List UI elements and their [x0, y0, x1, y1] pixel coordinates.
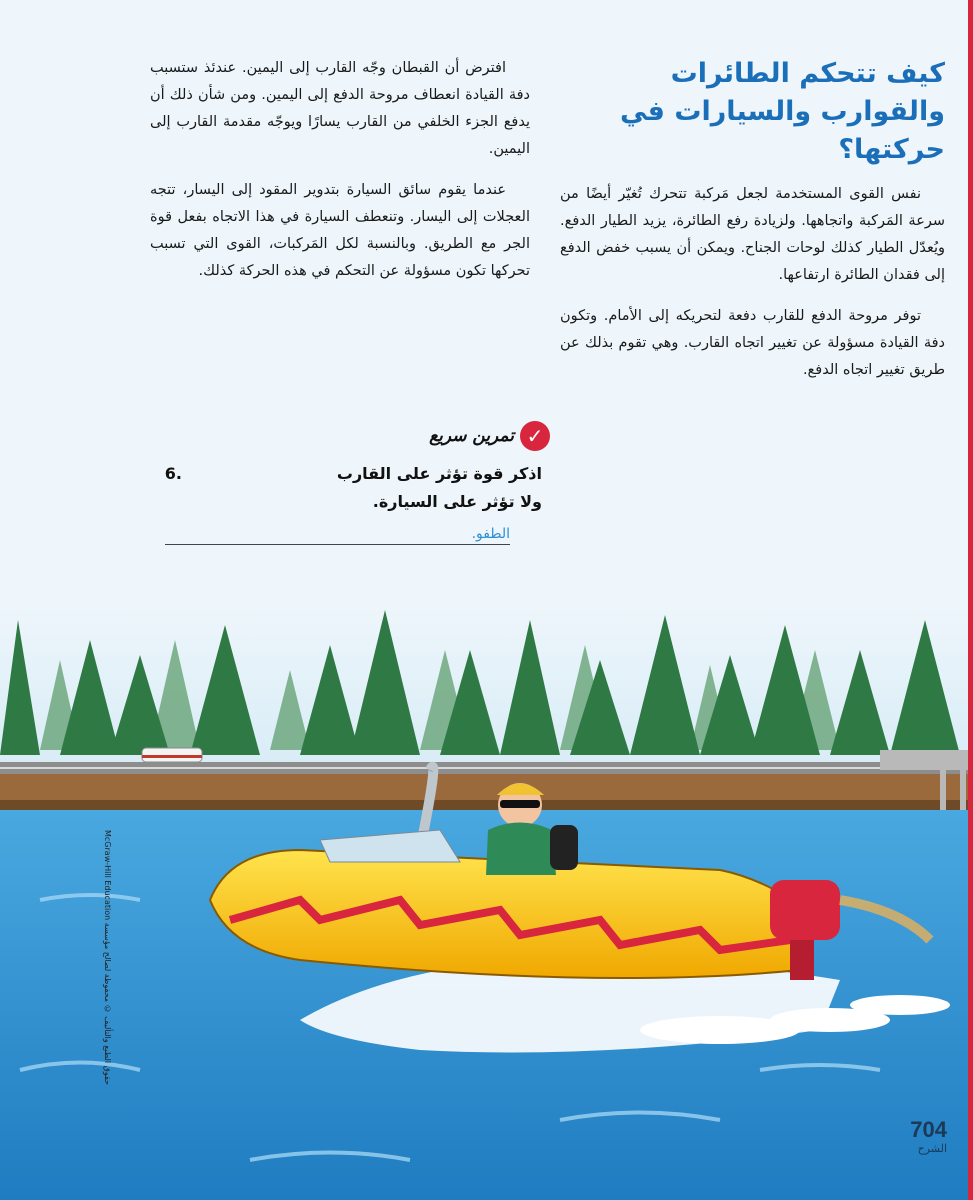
answer-line — [165, 544, 510, 545]
exercise-header — [150, 420, 550, 452]
paragraph-car: عندما يقوم سائق السيارة بتدوير المقود إلى اليسار، تتجه العجلات إلى اليسار. وتنعطف السيارة في هذا الاتجاه بفعل قوة الجر مع الطريق. وبالنسبة لكل المَركبات، القوى التي تسبب تحركها تكون مسؤولة عن التحكم في هذه الحركة كذلك. — [150, 182, 530, 279]
left-column — [150, 55, 530, 299]
speedboat-illustration — [0, 600, 973, 1200]
section-heading: كيف تتحكم الطائرات والقوارب والسيارات في حركتها؟ — [619, 58, 945, 165]
exercise-title: تمرين سريع — [429, 426, 514, 446]
page-section-label: الشرح — [917, 1143, 947, 1155]
question-line-2: ولا تؤثر على السيارة. — [372, 492, 542, 511]
right-column — [560, 55, 945, 398]
answer-text: الطفو. — [471, 526, 510, 542]
copyright-label: McGraw-Hill Education حقوق الطبع والتأليف © محفوظة لصالح مؤسسة — [103, 830, 112, 1085]
question-number: 6. — [164, 464, 182, 483]
question-line-1: اذكر قوة تؤثر على القارب — [336, 464, 542, 483]
page-number-block — [910, 1118, 947, 1155]
distant-car — [142, 748, 202, 762]
quick-exercise — [150, 420, 550, 545]
paragraph-captain: افترض أن القبطان وجّه القارب إلى اليمين. عندئذ ستسبب دفة القيادة انعطاف مروحة الدفع إلى اليمين. ومن شأن ذلك أن يدفع الجزء الخلفي من القارب يسارًا ويوجّه مقدمة القارب إلى اليمين. — [150, 60, 530, 157]
exercise-question — [150, 460, 550, 516]
checkmark-icon: ✓ — [520, 421, 550, 451]
paragraph-boat-propeller: توفر مروحة الدفع للقارب دفعة لتحريكه إلى الأمام. وتكون دفة القيادة مسؤولة عن تغيير اتجاه القارب. وهي تقوم بذلك عن طريق تغيير اتجاه الدفع. — [560, 308, 945, 378]
paragraph-forces: نفس القوى المستخدمة لجعل مَركبة تتحرك تُغيّر أيضًا من سرعة المَركبة واتجاهها. ولزيادة رفع الطائرة، يزيد الطيار الدفع. ويُعدّل الطيار كذلك لوحات الجناح. ويمكن أن يسبب خفض الدفع إلى فقدان الطائرة ارتفاعها. — [560, 186, 945, 283]
page-number: 704 — [910, 1117, 947, 1142]
edge-accent-bar — [968, 0, 973, 1200]
